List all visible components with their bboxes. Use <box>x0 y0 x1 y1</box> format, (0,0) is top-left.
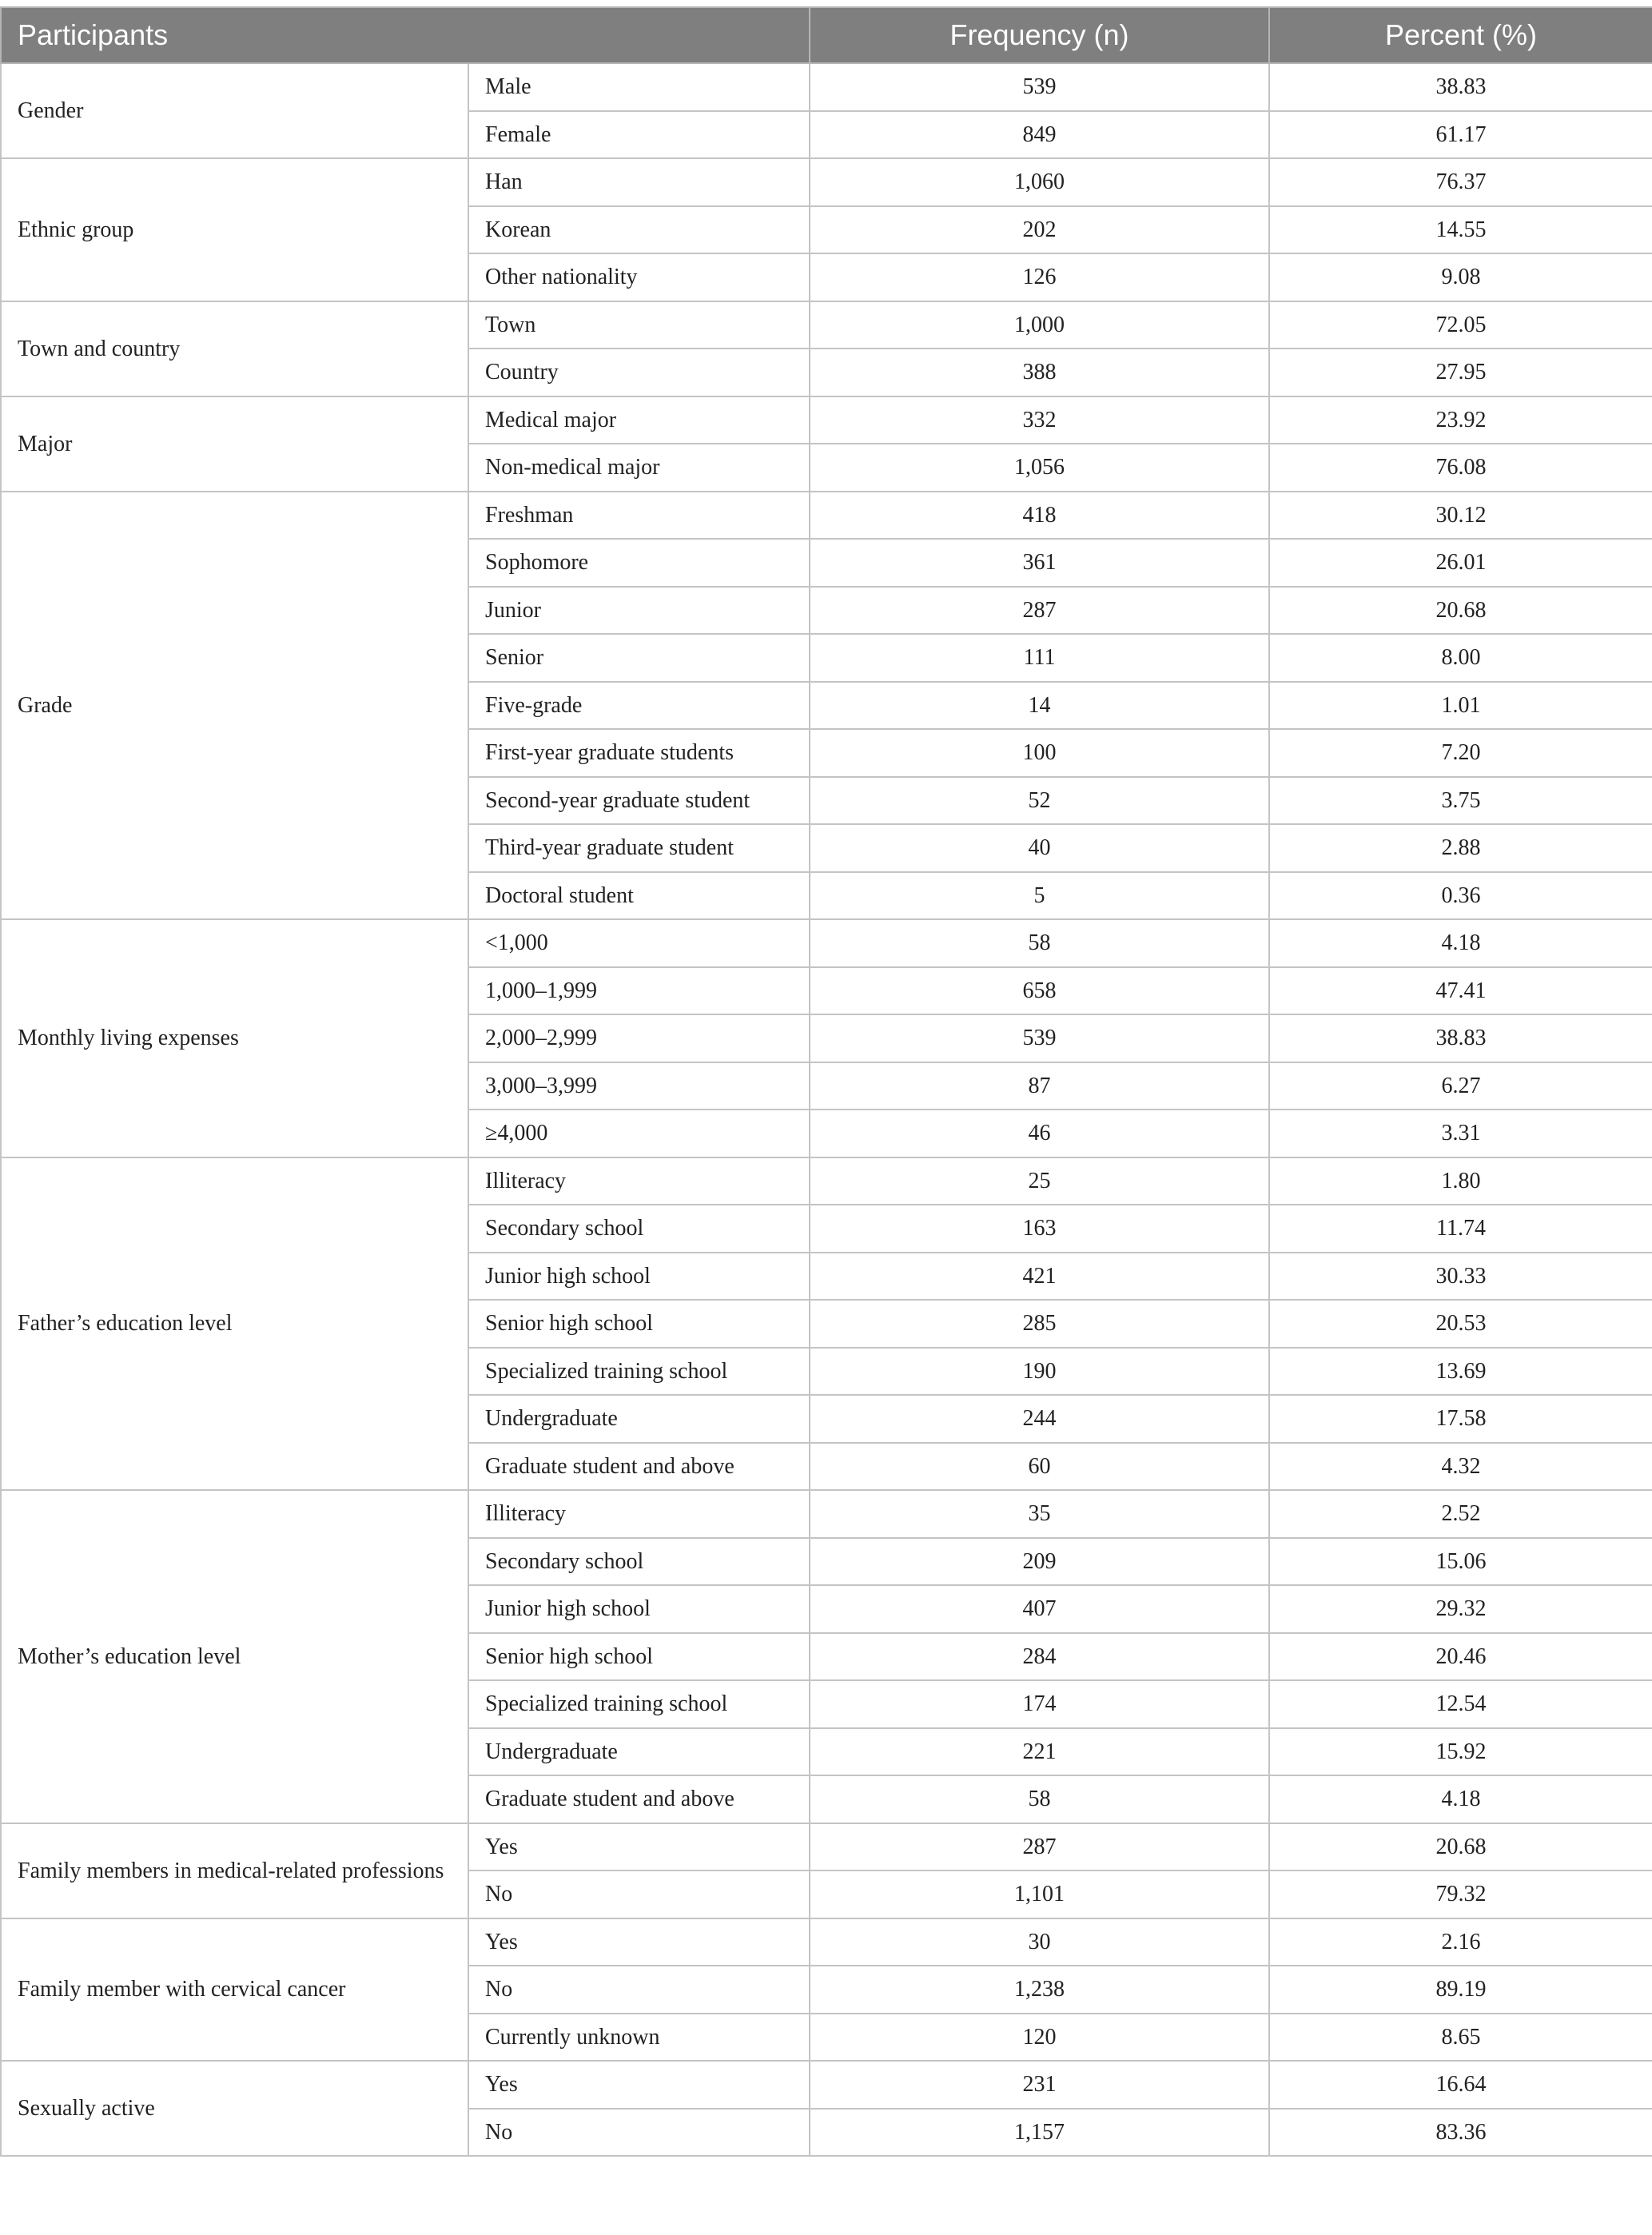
category-cell: Undergraduate <box>468 1728 810 1776</box>
percent-cell: 30.33 <box>1269 1253 1652 1301</box>
percent-cell: 20.46 <box>1269 1633 1652 1681</box>
frequency-cell: 407 <box>810 1585 1269 1633</box>
category-cell: ≥4,000 <box>468 1110 810 1157</box>
frequency-cell: 287 <box>810 587 1269 635</box>
percent-cell: 20.68 <box>1269 1823 1652 1871</box>
group-label: Town and country <box>1 301 468 396</box>
frequency-cell: 202 <box>810 206 1269 254</box>
group-label: Father’s education level <box>1 1157 468 1491</box>
category-cell: Senior high school <box>468 1300 810 1348</box>
category-cell: Sophomore <box>468 539 810 587</box>
percent-cell: 2.52 <box>1269 1490 1652 1538</box>
percent-cell: 72.05 <box>1269 301 1652 349</box>
category-cell: Yes <box>468 1823 810 1871</box>
percent-cell: 14.55 <box>1269 206 1652 254</box>
percent-cell: 4.32 <box>1269 1443 1652 1491</box>
percent-cell: 83.36 <box>1269 2109 1652 2157</box>
percent-cell: 26.01 <box>1269 539 1652 587</box>
category-cell: Junior high school <box>468 1585 810 1633</box>
frequency-cell: 120 <box>810 2014 1269 2062</box>
frequency-cell: 163 <box>810 1205 1269 1253</box>
frequency-cell: 35 <box>810 1490 1269 1538</box>
category-cell: Graduate student and above <box>468 1443 810 1491</box>
frequency-cell: 52 <box>810 777 1269 825</box>
frequency-cell: 40 <box>810 824 1269 872</box>
frequency-cell: 60 <box>810 1443 1269 1491</box>
category-cell: Han <box>468 158 810 206</box>
category-cell: Town <box>468 301 810 349</box>
category-cell: Country <box>468 349 810 396</box>
frequency-cell: 1,056 <box>810 444 1269 492</box>
percent-cell: 8.65 <box>1269 2014 1652 2062</box>
group-label: Mother’s education level <box>1 1490 468 1823</box>
percent-cell: 20.68 <box>1269 587 1652 635</box>
percent-cell: 6.27 <box>1269 1062 1652 1110</box>
frequency-cell: 58 <box>810 919 1269 967</box>
category-cell: <1,000 <box>468 919 810 967</box>
category-cell: Freshman <box>468 492 810 540</box>
percent-cell: 15.06 <box>1269 1538 1652 1586</box>
frequency-cell: 1,101 <box>810 1870 1269 1918</box>
category-cell: Doctoral student <box>468 872 810 920</box>
header-row <box>1 7 1652 63</box>
frequency-cell: 539 <box>810 1014 1269 1062</box>
category-cell: Yes <box>468 2061 810 2109</box>
group-label: Family members in medical-related professions <box>1 1823 468 1918</box>
percent-cell: 2.88 <box>1269 824 1652 872</box>
percent-cell: 2.16 <box>1269 1918 1652 1966</box>
percent-cell: 38.83 <box>1269 1014 1652 1062</box>
group-label: Major <box>1 396 468 492</box>
frequency-cell: 111 <box>810 634 1269 682</box>
table-row <box>1 63 1652 111</box>
frequency-cell: 849 <box>810 111 1269 159</box>
category-cell: Korean <box>468 206 810 254</box>
group-label: Family member with cervical cancer <box>1 1918 468 2062</box>
category-cell: Medical major <box>468 396 810 444</box>
header-participants: Participants <box>1 7 810 63</box>
category-cell: No <box>468 1870 810 1918</box>
category-cell: Senior <box>468 634 810 682</box>
category-cell: Currently unknown <box>468 2014 810 2062</box>
table-row <box>1 301 1652 349</box>
table-row <box>1 158 1652 206</box>
frequency-cell: 287 <box>810 1823 1269 1871</box>
category-cell: Specialized training school <box>468 1348 810 1396</box>
category-cell: Female <box>468 111 810 159</box>
percent-cell: 11.74 <box>1269 1205 1652 1253</box>
percent-cell: 12.54 <box>1269 1680 1652 1728</box>
percent-cell: 16.64 <box>1269 2061 1652 2109</box>
frequency-cell: 100 <box>810 729 1269 777</box>
percent-cell: 7.20 <box>1269 729 1652 777</box>
frequency-cell: 5 <box>810 872 1269 920</box>
percent-cell: 15.92 <box>1269 1728 1652 1776</box>
frequency-cell: 361 <box>810 539 1269 587</box>
frequency-cell: 58 <box>810 1775 1269 1823</box>
table-body <box>1 63 1652 2156</box>
frequency-cell: 87 <box>810 1062 1269 1110</box>
frequency-cell: 388 <box>810 349 1269 396</box>
frequency-cell: 539 <box>810 63 1269 111</box>
frequency-cell: 25 <box>810 1157 1269 1205</box>
table-row <box>1 1823 1652 1871</box>
category-cell: Second-year graduate student <box>468 777 810 825</box>
category-cell: Five-grade <box>468 682 810 730</box>
percent-cell: 9.08 <box>1269 253 1652 301</box>
category-cell: Yes <box>468 1918 810 1966</box>
percent-cell: 76.37 <box>1269 158 1652 206</box>
table-row <box>1 1157 1652 1205</box>
category-cell: Illiteracy <box>468 1490 810 1538</box>
percent-cell: 47.41 <box>1269 967 1652 1015</box>
category-cell: Senior high school <box>468 1633 810 1681</box>
group-label: Gender <box>1 63 468 158</box>
frequency-cell: 658 <box>810 967 1269 1015</box>
percent-cell: 17.58 <box>1269 1395 1652 1443</box>
category-cell: 1,000–1,999 <box>468 967 810 1015</box>
percent-cell: 8.00 <box>1269 634 1652 682</box>
percent-cell: 4.18 <box>1269 919 1652 967</box>
percent-cell: 3.31 <box>1269 1110 1652 1157</box>
category-cell: No <box>468 1966 810 2014</box>
frequency-cell: 221 <box>810 1728 1269 1776</box>
percent-cell: 20.53 <box>1269 1300 1652 1348</box>
frequency-cell: 1,238 <box>810 1966 1269 2014</box>
table-row <box>1 492 1652 540</box>
category-cell: Male <box>468 63 810 111</box>
group-label: Monthly living expenses <box>1 919 468 1157</box>
category-cell: Graduate student and above <box>468 1775 810 1823</box>
frequency-cell: 209 <box>810 1538 1269 1586</box>
percent-cell: 76.08 <box>1269 444 1652 492</box>
category-cell: First-year graduate students <box>468 729 810 777</box>
frequency-cell: 421 <box>810 1253 1269 1301</box>
category-cell: Specialized training school <box>468 1680 810 1728</box>
participants-table <box>0 6 1652 2157</box>
table-row <box>1 396 1652 444</box>
category-cell: Secondary school <box>468 1205 810 1253</box>
frequency-cell: 30 <box>810 1918 1269 1966</box>
frequency-cell: 284 <box>810 1633 1269 1681</box>
percent-cell: 89.19 <box>1269 1966 1652 2014</box>
category-cell: 3,000–3,999 <box>468 1062 810 1110</box>
percent-cell: 23.92 <box>1269 396 1652 444</box>
group-label: Grade <box>1 492 468 920</box>
frequency-cell: 46 <box>810 1110 1269 1157</box>
table-row <box>1 1918 1652 1966</box>
table-row <box>1 1490 1652 1538</box>
category-cell: Third-year graduate student <box>468 824 810 872</box>
table-row <box>1 2061 1652 2109</box>
frequency-cell: 190 <box>810 1348 1269 1396</box>
percent-cell: 61.17 <box>1269 111 1652 159</box>
percent-cell: 79.32 <box>1269 1870 1652 1918</box>
category-cell: Illiteracy <box>468 1157 810 1205</box>
percent-cell: 29.32 <box>1269 1585 1652 1633</box>
category-cell: Secondary school <box>468 1538 810 1586</box>
frequency-cell: 244 <box>810 1395 1269 1443</box>
percent-cell: 13.69 <box>1269 1348 1652 1396</box>
frequency-cell: 285 <box>810 1300 1269 1348</box>
group-label: Sexually active <box>1 2061 468 2156</box>
group-label: Ethnic group <box>1 158 468 301</box>
category-cell: Junior <box>468 587 810 635</box>
frequency-cell: 174 <box>810 1680 1269 1728</box>
percent-cell: 0.36 <box>1269 872 1652 920</box>
frequency-cell: 14 <box>810 682 1269 730</box>
category-cell: 2,000–2,999 <box>468 1014 810 1062</box>
category-cell: Junior high school <box>468 1253 810 1301</box>
table-header <box>1 7 1652 63</box>
category-cell: Non-medical major <box>468 444 810 492</box>
percent-cell: 30.12 <box>1269 492 1652 540</box>
table-row <box>1 919 1652 967</box>
frequency-cell: 126 <box>810 253 1269 301</box>
percent-cell: 3.75 <box>1269 777 1652 825</box>
frequency-cell: 1,157 <box>810 2109 1269 2157</box>
frequency-cell: 231 <box>810 2061 1269 2109</box>
percent-cell: 38.83 <box>1269 63 1652 111</box>
category-cell: Other nationality <box>468 253 810 301</box>
percent-cell: 27.95 <box>1269 349 1652 396</box>
frequency-cell: 1,000 <box>810 301 1269 349</box>
frequency-cell: 1,060 <box>810 158 1269 206</box>
percent-cell: 1.01 <box>1269 682 1652 730</box>
category-cell: Undergraduate <box>468 1395 810 1443</box>
percent-cell: 1.80 <box>1269 1157 1652 1205</box>
frequency-cell: 418 <box>810 492 1269 540</box>
percent-cell: 4.18 <box>1269 1775 1652 1823</box>
frequency-cell: 332 <box>810 396 1269 444</box>
category-cell: No <box>468 2109 810 2157</box>
header-percent: Percent (%) <box>1269 7 1652 63</box>
header-frequency: Frequency (n) <box>810 7 1269 63</box>
